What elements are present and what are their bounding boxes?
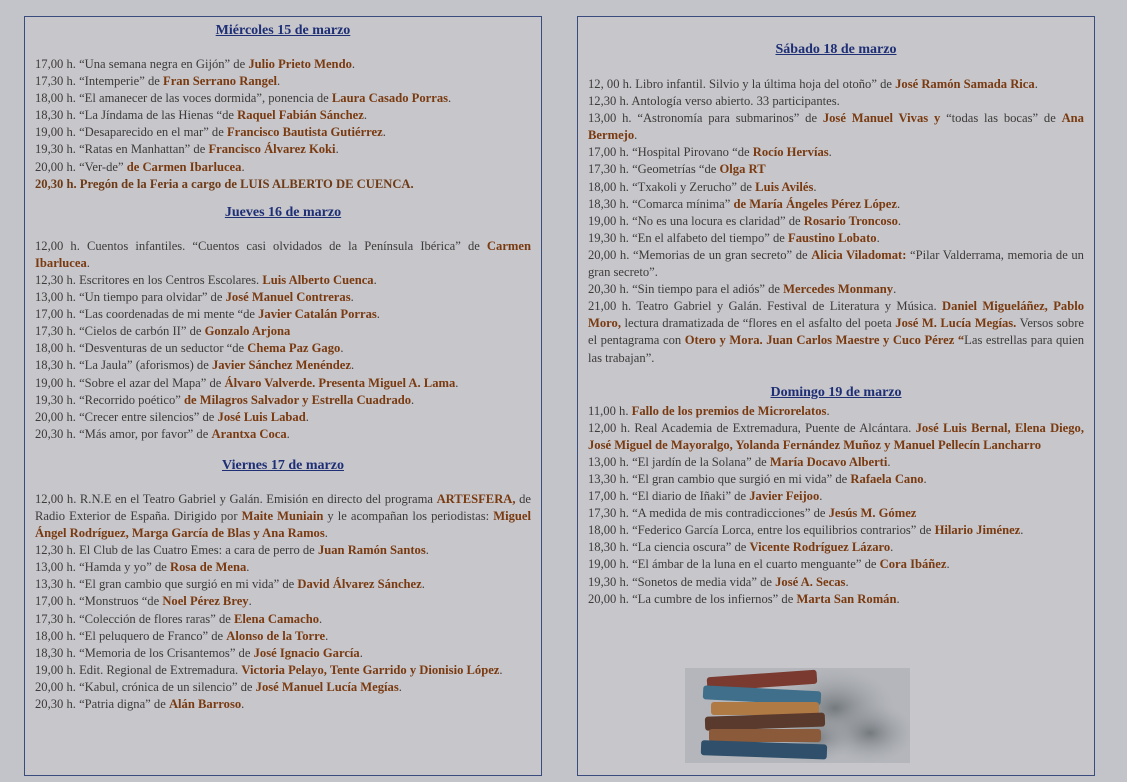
schedule-item bbox=[35, 392, 531, 409]
event-text: . bbox=[248, 594, 252, 609]
event-text: 20,00 h. “Kabul, crónica de un silencio” de bbox=[35, 679, 256, 694]
participant-name: Noel Pérez Brey bbox=[162, 594, 249, 609]
schedule-item bbox=[35, 696, 531, 713]
participant-name: Javier Sánchez Menéndez bbox=[211, 358, 351, 373]
schedule-item bbox=[588, 161, 1084, 178]
participant-name: José M. Lucía Megías. bbox=[895, 316, 1017, 331]
participant-name: Vicente Rodríguez Lázaro bbox=[749, 540, 891, 555]
event-text: 20,30 h. “Sin tiempo para el adiós” de bbox=[588, 282, 784, 297]
event-text: 20,00 h. “Crecer entre silencios” de bbox=[35, 409, 218, 424]
event-text: 18,30 h. “Memoria de los Crisantemos” de bbox=[35, 645, 254, 660]
participant-name: Olga RT bbox=[719, 162, 766, 177]
participant-name: Rosario Troncoso bbox=[803, 213, 898, 228]
participant-name: Fallo de los premios de Microrelatos bbox=[631, 403, 827, 418]
participant-name: Francisco Bautista Gutiérrez bbox=[226, 125, 383, 140]
schedule-item bbox=[35, 272, 531, 289]
participant-name: Carmen Ibarlucea bbox=[35, 238, 531, 270]
participant-name: Alicia Viladomat: bbox=[811, 247, 907, 262]
schedule-item bbox=[588, 591, 1084, 608]
schedule-item bbox=[588, 247, 1084, 281]
books-illustration bbox=[685, 668, 910, 763]
schedule-item bbox=[588, 488, 1084, 505]
schedule-item bbox=[35, 340, 531, 357]
schedule-item bbox=[588, 179, 1084, 196]
event-text: 17,30 h. “Intemperie” de bbox=[35, 74, 163, 89]
event-text: 13,00 h. “El jardín de la Solana” de bbox=[588, 454, 770, 469]
event-text: . bbox=[373, 272, 377, 287]
schedule-item bbox=[35, 73, 531, 90]
day-heading-saturday: Sábado 18 de marzo bbox=[775, 42, 897, 57]
event-text: 19,00 h. Edit. Regional de Extremadura. bbox=[35, 662, 242, 677]
participant-name: Gonzalo Arjona bbox=[204, 324, 291, 339]
event-text: . bbox=[1020, 523, 1024, 538]
participant-name: Francisco Álvarez Koki bbox=[208, 142, 336, 157]
event-text: 18,00 h. “El peluquero de Franco” de bbox=[35, 628, 227, 643]
schedule-item bbox=[588, 471, 1084, 488]
day-heading-friday: Viernes 17 de marzo bbox=[222, 457, 344, 473]
participant-name: José Ignacio García bbox=[253, 645, 360, 660]
event-text: . bbox=[819, 489, 823, 504]
participant-name: Cora Ibáñez bbox=[879, 557, 947, 572]
event-text: . bbox=[499, 662, 503, 677]
participant-name: de Milagros Salvador y Estrella Cuadrado bbox=[183, 392, 412, 407]
participant-name: Victoria Pelayo, Tente Garrido y Dionisio López bbox=[241, 662, 500, 677]
schedule-item bbox=[588, 144, 1084, 161]
event-text: . bbox=[411, 392, 415, 407]
event-text: . bbox=[350, 290, 354, 305]
event-text: . bbox=[376, 307, 380, 322]
schedule-item bbox=[35, 645, 531, 662]
schedule-item bbox=[588, 93, 1084, 110]
participant-name: Marta San Román bbox=[796, 591, 897, 606]
participant-name: José Luis Labad bbox=[217, 409, 306, 424]
schedule-item bbox=[588, 213, 1084, 230]
event-text: . bbox=[324, 526, 328, 541]
schedule-item bbox=[35, 56, 531, 73]
event-text: 19,30 h. “Ratas en Manhattan” de bbox=[35, 142, 209, 157]
participant-name: Alonso de la Torre bbox=[226, 628, 326, 643]
participant-name: José Ramón Samada Rica bbox=[895, 77, 1035, 91]
schedule-item bbox=[35, 124, 531, 141]
participant-name: Raquel Fabián Sánchez bbox=[237, 108, 364, 123]
event-text: 18,30 h. “La ciencia oscura” de bbox=[588, 540, 750, 555]
event-text: de Radio Exterior de España. Dirigido por bbox=[35, 491, 531, 523]
participant-name: Ana Bermejo bbox=[588, 111, 1084, 143]
schedule-item bbox=[588, 298, 1084, 366]
event-text: lectura dramatizada de “flores en el asfalto del poeta bbox=[621, 316, 896, 331]
event-text: . bbox=[325, 628, 329, 643]
event-text: 17,30 h. “A medida de mis contradicciones” de bbox=[588, 506, 829, 521]
event-text: 19,00 h. “Desaparecido en el mar” de bbox=[35, 125, 227, 140]
event-text: 12,00 h. Cuentos infantiles. “Cuentos casi olvidados de la Península Ibérica” de bbox=[35, 238, 487, 253]
event-text: 20,00 h. “La cumbre de los infiernos” de bbox=[588, 591, 797, 606]
participant-name: de María Ángeles Pérez López bbox=[733, 196, 897, 211]
participant-name: Juan Ramón Santos bbox=[317, 543, 426, 558]
event-text: . bbox=[634, 128, 638, 143]
event-text: . bbox=[828, 145, 832, 160]
participant-name: Fran Serrano Rangel bbox=[163, 74, 278, 89]
event-text: . bbox=[86, 255, 90, 270]
participant-name: Daniel Migueláñez, Pablo Moro, bbox=[588, 299, 1085, 331]
schedule-item bbox=[35, 90, 531, 107]
schedule-item bbox=[35, 593, 531, 610]
event-text: . bbox=[455, 375, 459, 390]
event-text: . bbox=[813, 179, 817, 194]
schedule-item bbox=[35, 159, 531, 176]
schedule-item bbox=[35, 238, 531, 272]
event-text: . bbox=[319, 611, 323, 626]
event-text: 18,00 h. “Txakoli y Zerucho” de bbox=[588, 179, 756, 194]
participant-name: de Carmen Ibarlucea bbox=[126, 159, 242, 174]
event-text: 13,00 h. “Un tiempo para olvidar” de bbox=[35, 290, 226, 305]
schedule-item bbox=[35, 375, 531, 392]
event-text: 12,30 h. Escritores en los Centros Escolares. bbox=[35, 272, 263, 287]
right-column bbox=[577, 16, 1095, 776]
participant-name: Arantxa Coca bbox=[211, 426, 287, 441]
schedule-list-sunday bbox=[588, 403, 1084, 608]
event-text: 19,00 h. “No es una locura es claridad” de bbox=[588, 213, 804, 228]
schedule-item bbox=[588, 574, 1084, 591]
schedule-item bbox=[35, 357, 531, 374]
event-text: . bbox=[876, 230, 880, 245]
schedule-item bbox=[35, 107, 531, 124]
day-heading-thursday: Jueves 16 de marzo bbox=[224, 204, 342, 220]
schedule-item bbox=[588, 403, 1084, 420]
schedule-list-saturday bbox=[588, 76, 1084, 367]
event-text: “Pilar Valderrama, memoria de un gran secreto”. bbox=[588, 247, 1084, 280]
event-text: 12,00 h. R.N.E en el Teatro Gabriel y Galán. Emisión en directo del programa bbox=[35, 491, 437, 506]
event-text: Versos sobre el pentagrama con bbox=[588, 316, 1084, 348]
participant-name: Luis Avilés bbox=[755, 179, 814, 194]
participant-name: José A. Secas bbox=[775, 574, 846, 589]
day-heading-sunday: Domingo 19 de marzo bbox=[770, 384, 902, 400]
participant-name: Otero y Mora. Juan Carlos Maestre y Cuco Pérez “ bbox=[684, 333, 965, 348]
schedule-item bbox=[588, 110, 1084, 144]
event-text: 18,00 h. “Desventuras de un seductor “de bbox=[35, 341, 248, 356]
event-text: . bbox=[896, 591, 900, 606]
participant-name: José Manuel Lucía Megías bbox=[255, 679, 399, 694]
event-text: “todas las bocas” de bbox=[940, 111, 1062, 126]
schedule-item bbox=[35, 628, 531, 645]
schedule-item bbox=[35, 409, 531, 426]
schedule-item bbox=[588, 539, 1084, 556]
participant-name: David Álvarez Sánchez bbox=[297, 577, 422, 592]
schedule-item bbox=[588, 454, 1084, 471]
event-text: . bbox=[340, 341, 344, 356]
participant-name: Rafaela Cano bbox=[850, 471, 924, 486]
schedule-item bbox=[35, 141, 531, 158]
participant-name: José Manuel Contreras bbox=[225, 290, 351, 305]
event-text: 19,30 h. “En el alfabeto del tiempo” de bbox=[588, 230, 789, 245]
event-text: . bbox=[845, 574, 849, 589]
participant-name: Alán Barroso bbox=[168, 697, 242, 711]
event-text: y le acompañan los periodistas: bbox=[323, 508, 494, 523]
participant-name: Álvaro Valverde. Presenta Miguel A. Lama bbox=[224, 375, 456, 390]
schedule-item bbox=[35, 559, 531, 576]
event-text: 20,00 h. “Memorias de un gran secreto” de bbox=[588, 247, 812, 262]
event-text: 18,30 h. “La Jaula” (aforismos) de bbox=[35, 358, 212, 373]
event-text: 20,30 h. “Patria digna” de bbox=[35, 697, 169, 711]
participant-name: Javier Feijoo bbox=[749, 489, 820, 504]
participant-name: Javier Catalán Porras bbox=[258, 307, 377, 322]
schedule-list-thursday bbox=[35, 238, 531, 443]
participant-name: Rosa de Mena bbox=[170, 560, 247, 575]
participant-name: Hilario Jiménez bbox=[934, 523, 1021, 538]
schedule-item bbox=[35, 576, 531, 593]
event-text: . bbox=[241, 159, 245, 174]
schedule-item bbox=[588, 281, 1084, 298]
event-text: 17,00 h. “El diario de Iñaki” de bbox=[588, 489, 750, 504]
schedule-item bbox=[35, 289, 531, 306]
schedule-item bbox=[588, 556, 1084, 573]
event-text: . bbox=[1034, 77, 1038, 91]
event-text: . bbox=[382, 125, 386, 140]
event-text: 18,00 h. “El amanecer de las voces dormida”, ponencia de bbox=[35, 91, 332, 106]
day-heading-wednesday: Miércoles 15 de marzo bbox=[215, 23, 351, 38]
event-text: 12, 00 h. Libro infantil. Silvio y la última hoja del otoño” de bbox=[588, 77, 896, 91]
event-text: 13,30 h. “El gran cambio que surgió en mi vida” de bbox=[588, 471, 851, 486]
event-text: 17,00 h. “Monstruos “de bbox=[35, 594, 163, 609]
event-text: . bbox=[826, 403, 830, 418]
event-text: 17,00 h. “Las coordenadas de mi mente “de bbox=[35, 307, 259, 322]
schedule-item bbox=[35, 491, 531, 542]
left-column bbox=[24, 16, 542, 776]
event-text: . bbox=[893, 282, 897, 297]
event-text: . bbox=[286, 426, 290, 441]
event-text: 20,00 h. “Ver-de” bbox=[35, 159, 127, 174]
event-text: . bbox=[923, 471, 927, 486]
event-text: . bbox=[897, 213, 902, 228]
event-text: 19,00 h. “Sobre el azar del Mapa” de bbox=[35, 375, 225, 390]
schedule-item bbox=[35, 662, 531, 679]
schedule-item bbox=[588, 196, 1084, 213]
event-text: . bbox=[305, 409, 309, 424]
event-text: . bbox=[335, 142, 339, 157]
event-text: 18,30 h. “Comarca mínima” bbox=[588, 196, 734, 211]
event-text: 13,00 h. “Astronomía para submarinos” de bbox=[588, 111, 823, 126]
event-text: . bbox=[241, 697, 245, 711]
event-text: 19,30 h. “Sonetos de media vida” de bbox=[588, 574, 776, 589]
event-text: . bbox=[398, 679, 402, 694]
participant-name: Julio Prieto Mendo bbox=[248, 57, 352, 71]
participant-name: Chema Paz Gago bbox=[247, 341, 341, 356]
event-text: 21,00 h. Teatro Gabriel y Galán. Festival de Literatura y Música. bbox=[588, 299, 943, 314]
event-text: . bbox=[359, 645, 363, 660]
event-text: 17,30 h. “Cielos de carbón II” de bbox=[35, 324, 205, 339]
participant-name: Elena Camacho bbox=[233, 611, 319, 626]
event-text: 18,30 h. “La Jíndama de las Hienas “de bbox=[35, 108, 238, 123]
event-text: 19,30 h. “Recorrido poético” bbox=[35, 392, 184, 407]
participant-name: José Luis Bernal, Elena Diego, José Miguel de Mayoralgo, Yolanda Fernández Muñoz y Manuel Pellecín Lancharro bbox=[588, 420, 1084, 452]
event-text: 17,00 h. “Hospital Pirovano “de bbox=[588, 145, 753, 160]
event-text: . bbox=[277, 74, 281, 89]
schedule-item bbox=[588, 505, 1084, 522]
participant-name: Jesús M. Gómez bbox=[828, 506, 917, 521]
event-text: . bbox=[425, 543, 429, 558]
participant-name: Maite Muniain bbox=[241, 508, 324, 523]
event-text: . bbox=[246, 560, 250, 575]
schedule-item bbox=[588, 420, 1084, 454]
event-text: . bbox=[351, 57, 356, 71]
event-text: 13,00 h. “Hamda y yo” de bbox=[35, 560, 170, 575]
event-text: . bbox=[896, 196, 901, 211]
participant-name: Mercedes Monmany bbox=[783, 282, 894, 297]
participant-name: Laura Casado Porras bbox=[331, 91, 449, 106]
event-text: 12,00 h. Real Academia de Extremadura, Puente de Alcántara. bbox=[588, 420, 916, 435]
event-text: . bbox=[448, 91, 452, 106]
opening-speech: 20,30 h. Pregón de la Feria a cargo de LUIS ALBERTO DE CUENCA. bbox=[35, 176, 414, 191]
event-text: 12,30 h. Antología verso abierto. 33 participantes. bbox=[588, 94, 840, 109]
participant-name: Faustino Lobato bbox=[788, 230, 877, 245]
event-text: . bbox=[890, 540, 894, 555]
schedule-item bbox=[588, 230, 1084, 247]
participant-name: ARTESFERA, bbox=[436, 491, 516, 506]
event-text: . bbox=[946, 557, 950, 572]
schedule-item bbox=[588, 522, 1084, 539]
event-text: . bbox=[421, 577, 425, 592]
schedule-item bbox=[35, 679, 531, 696]
event-text: Las estrellas para quien las trabajan”. bbox=[588, 333, 1084, 365]
event-text: 20,30 h. “Más amor, por favor” de bbox=[35, 426, 212, 441]
schedule-item bbox=[588, 76, 1084, 93]
participant-name: María Docavo Alberti bbox=[769, 454, 888, 469]
event-text: 12,30 h. El Club de las Cuatro Emes: a cara de perro de bbox=[35, 543, 318, 558]
event-text: 17,30 h. “Geometrías “de bbox=[588, 162, 720, 177]
schedule-item bbox=[35, 323, 531, 340]
event-text: 17,30 h. “Colección de flores raras” de bbox=[35, 611, 234, 626]
schedule-item bbox=[35, 542, 531, 559]
schedule-list-friday bbox=[35, 491, 531, 713]
event-text: 17,00 h. “Una semana negra en Gijón” de bbox=[35, 57, 249, 71]
participant-name: Miguel Ángel Rodríguez, Marga García de Blas y Ana Ramos bbox=[35, 508, 531, 541]
event-text: . bbox=[350, 358, 355, 373]
schedule-item bbox=[35, 611, 531, 628]
participant-name: Luis Alberto Cuenca bbox=[262, 272, 374, 287]
event-text: . bbox=[363, 108, 367, 123]
event-text: 13,30 h. “El gran cambio que surgió en mi vida” de bbox=[35, 577, 298, 592]
schedule-item bbox=[35, 306, 531, 323]
participant-name: José Manuel Vivas y bbox=[822, 111, 941, 126]
schedule-item bbox=[35, 426, 531, 443]
event-text: 18,00 h. “Federico García Lorca, entre los equilibrios contrarios” de bbox=[588, 523, 935, 538]
event-text: 19,00 h. “El ámbar de la luna en el cuarto menguante” de bbox=[588, 557, 880, 572]
event-text: . bbox=[887, 454, 891, 469]
participant-name: Rocío Hervías bbox=[752, 145, 829, 160]
event-text: 11,00 h. bbox=[588, 403, 632, 418]
schedule-list-wednesday bbox=[35, 56, 531, 176]
